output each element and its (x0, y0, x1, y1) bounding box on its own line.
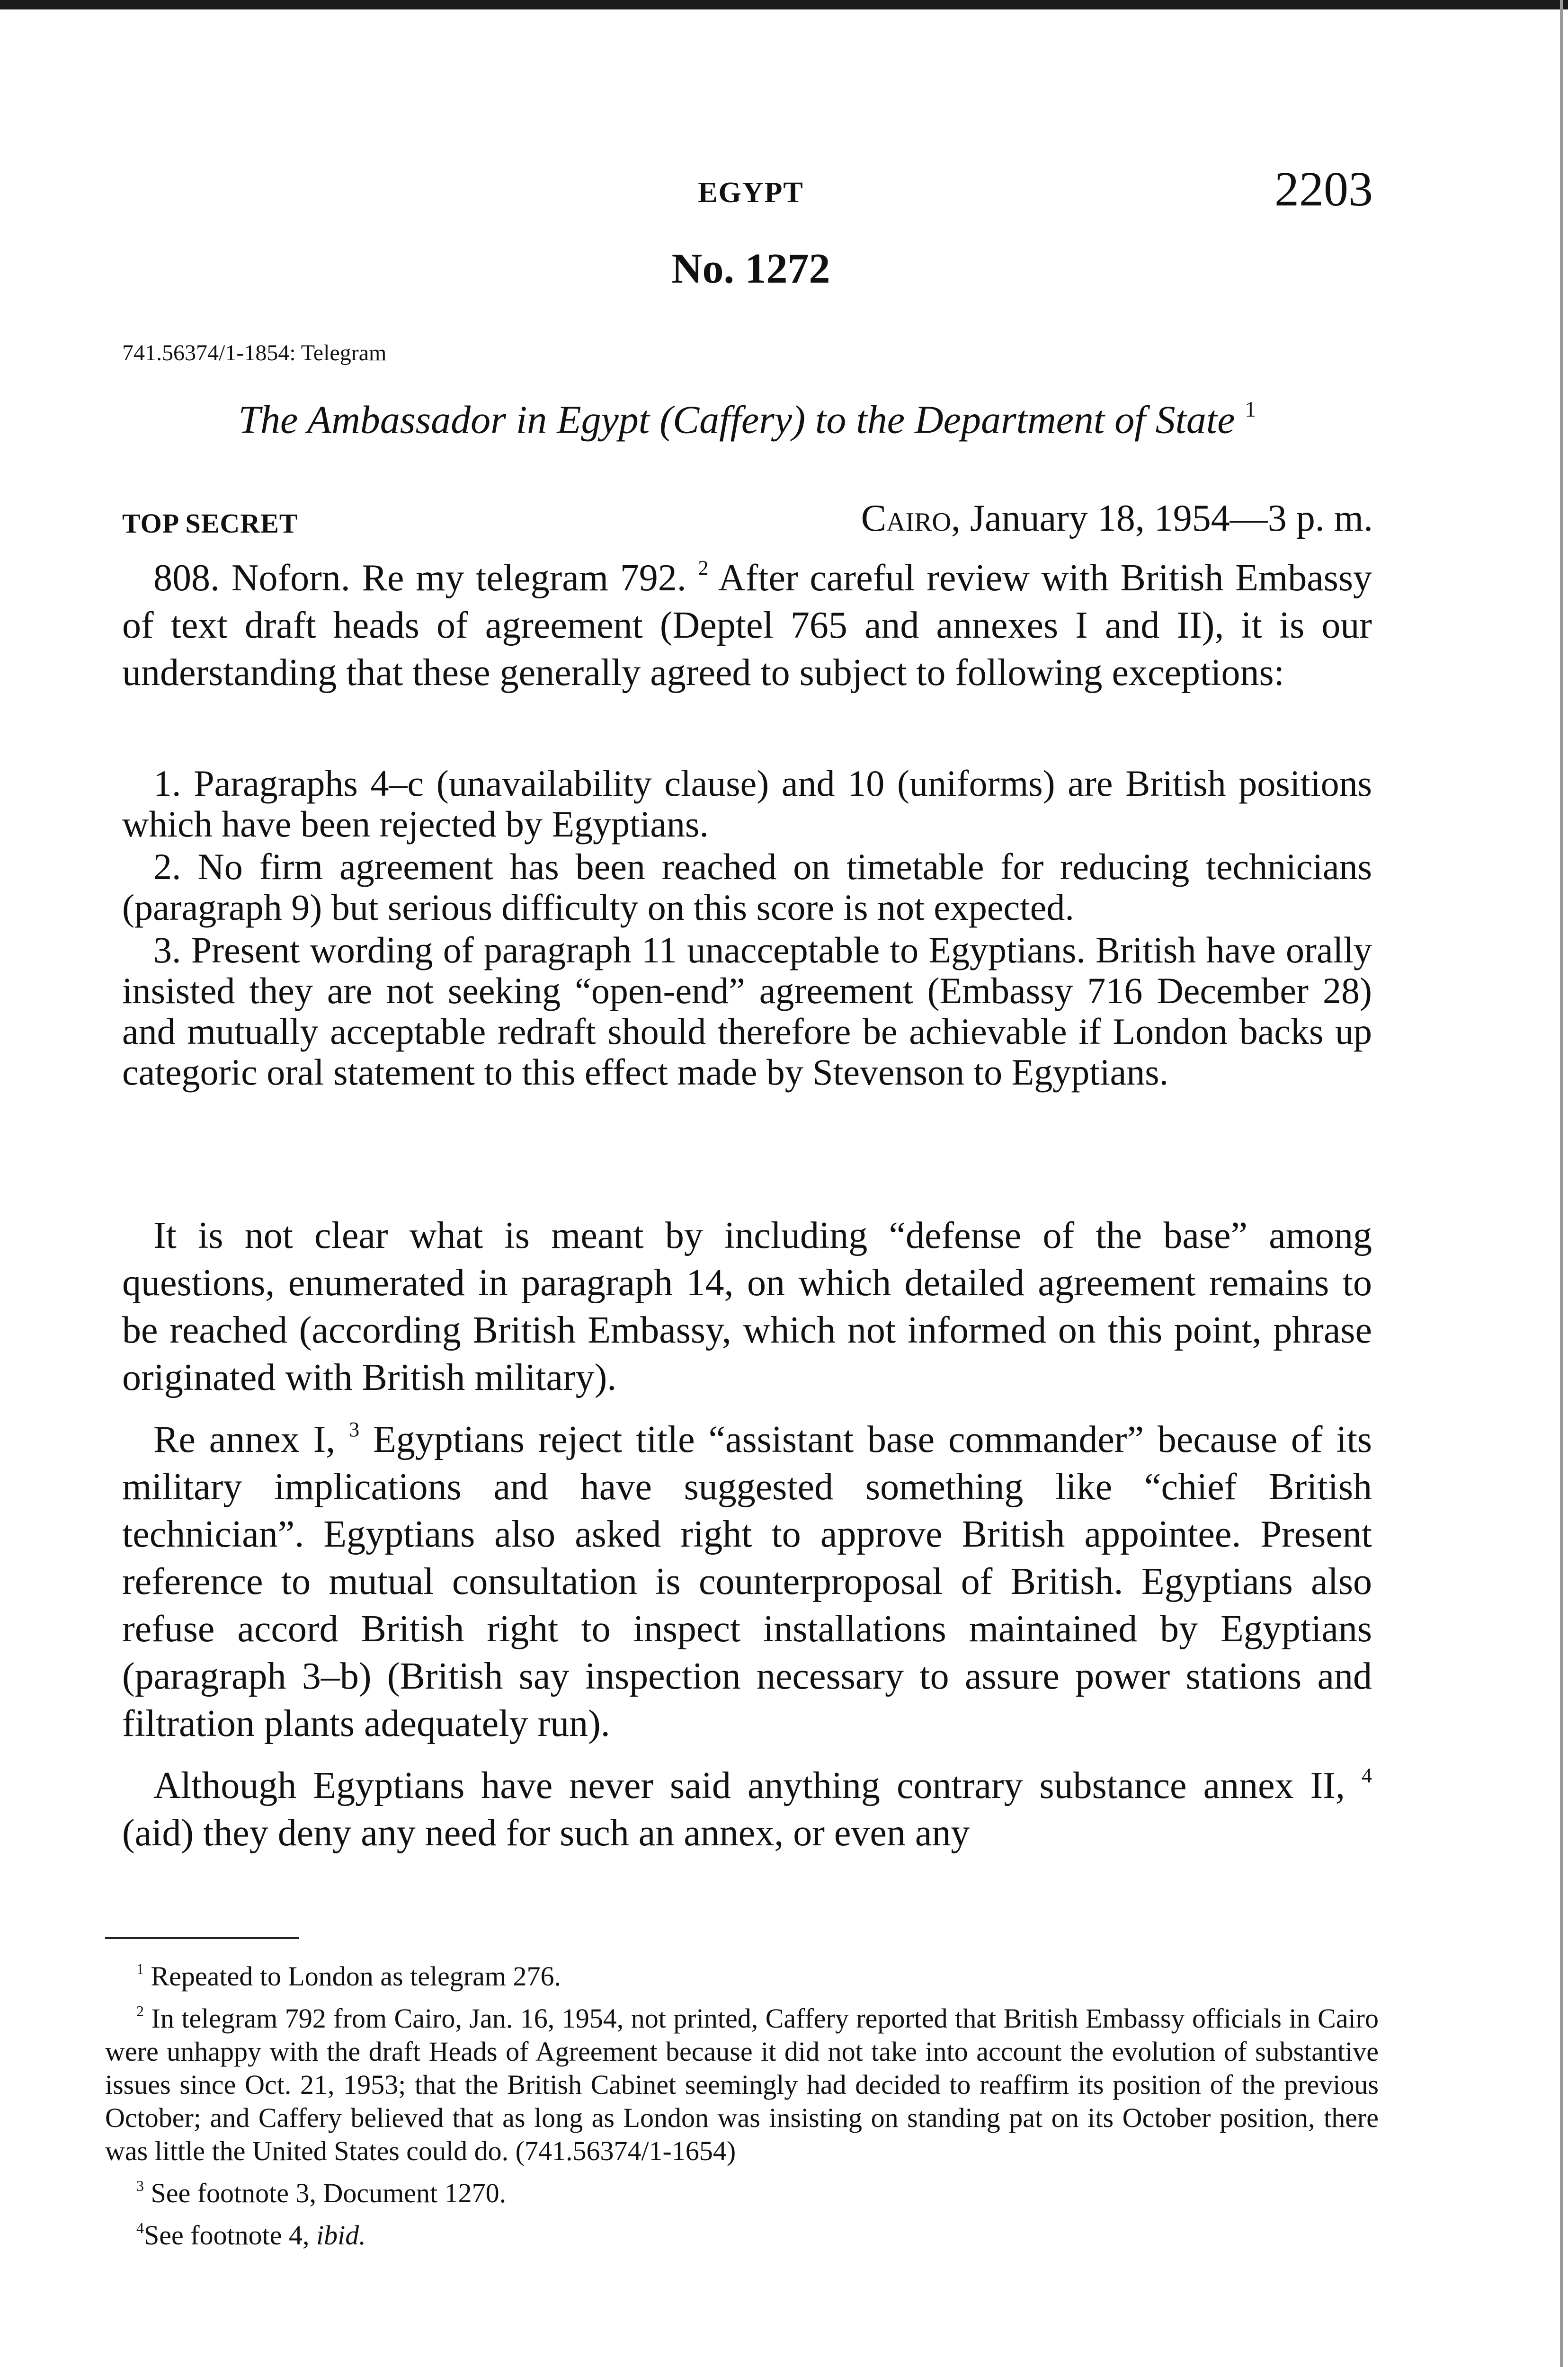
paragraph-808: 808. Noforn. Re my telegram 792. $^2$ After careful review with British Embassy of text draft heads of agreement (Deptel 765 and annexes I and II), it is our understanding that these generally agreed to subject to following exceptions: (122, 556, 1372, 694)
document-title (122, 397, 1372, 443)
footnote-marker-3: 3 (349, 1418, 360, 1441)
classification-marking: TOP SECRET (122, 508, 298, 539)
document-title-text: The Ambassador in Egypt (Caffery) to the Department of State (238, 398, 1235, 442)
footnote-3: $^3$ See footnote 3, Document 1270. (136, 2177, 507, 2208)
dateline (710, 497, 1373, 540)
running-head: EGYPT (698, 177, 804, 209)
footnote-4: $^4$See footnote 4, ibid. (136, 2219, 366, 2251)
body-continued (122, 1212, 1372, 1861)
footnote-marker-2: 2 (698, 556, 709, 579)
footnote-marker-4: 4 (1362, 1764, 1372, 1787)
exceptions-list (122, 763, 1372, 1095)
body-opening (122, 544, 1372, 701)
scan-top-border (0, 0, 1568, 9)
document-number: No. 1272 (671, 245, 830, 292)
footnotes (105, 1953, 1379, 2254)
footnote-separator (105, 1937, 299, 1939)
scan-right-edge (1560, 0, 1563, 2367)
footnote-2: $^2$ In telegram 792 from Cairo, Jan. 16, 1954, not printed, Caffery reported that British Embassy officials in Cairo were unhappy with the draft Heads of Agreement because it did not take into account the evolution of substantive issues since Oct. 21, 1953; that the British Cabinet seemingly had decided to reaffirm its position of the previous October; and Caffery believed that as long as London was insisting on standing pat on its October position, there was little the United States could do. (741.56374/1-1654) (105, 2002, 1379, 2166)
list-item: 3. Present wording of paragraph 11 unacceptable to Egyptians. British have orally insisted they are not seeking “open-end” agreement (Embassy 716 December 28) and mutually acceptable redraft should therefore be achievable if London backs up categoric oral statement to this effect made by Stevenson to Egyptians. (122, 929, 1372, 1093)
list-item: 2. No firm agreement has been reached on timetable for reducing technicians (paragraph 9) but serious difficulty on this score is not expected. (122, 846, 1372, 928)
footnote-1: $^1$ Repeated to London as telegram 276. (136, 1960, 561, 1992)
dateline-place: Cairo, (861, 498, 961, 539)
page-number: 2203 (1274, 162, 1373, 216)
paragraph-defense-of-base: It is not clear what is meant by including “defense of the base” among questions, enumerated in paragraph 14, on which detailed agreement remains to be reached (according British Embassy, which not informed on this point, phrase originated with British military). (122, 1215, 1372, 1398)
list-item: 1. Paragraphs 4–c (unavailability clause) and 10 (uniforms) are British positions which have been rejected by Egyptians. (122, 763, 1372, 845)
title-footnote-marker: 1 (1245, 397, 1256, 421)
file-reference: 741.56374/1-1854: Telegram (122, 340, 387, 365)
paragraph-annex-i: Re annex I, $^3$ Egyptians reject title “assistant base commander” because of its military implications and have suggested something like “chief British technician”. Egyptians also asked right to approve British appointee. Present reference to mutual consultation is counterproposal of British. Egyptians also refuse accord British right to inspect installations maintained by Egyptians (paragraph 3–b) (British say inspection necessary to assure power stations and filtration plants adequately run). (122, 1418, 1372, 1744)
paragraph-annex-ii: Although Egyptians have never said anything contrary substance annex II, $^4$ (aid) they deny any need for such an annex, or even any (122, 1764, 1372, 1854)
dateline-date: January 18, 1954—3 p. m. (960, 498, 1373, 539)
